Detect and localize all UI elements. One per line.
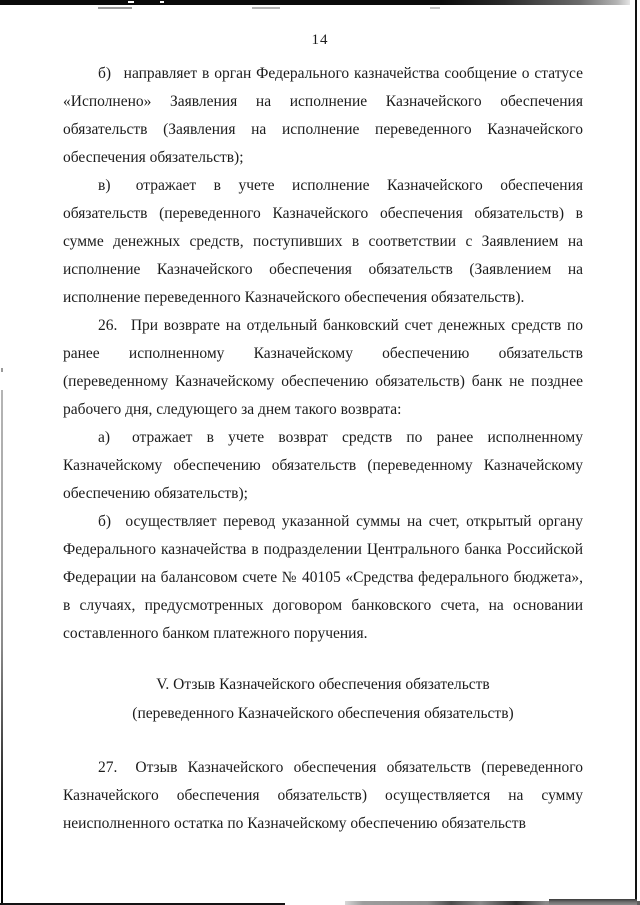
section-v-heading [63, 670, 583, 728]
paragraph-item-b: б) направляет в орган Федерального казначейства сообщение о статусе «Исполнено» Заявления на исполнение Казначейского обеспечения обязательств (Заявления на исполнение переведенного Казначейского обеспечения обязательств); [63, 65, 583, 166]
scan-artifact-right-edge [635, 0, 637, 905]
paragraph-item-b2: б) осуществляет перевод указанной суммы на счет, открытый органу Федерального казначейства в подразделении Центрального банка Российской Федерации на балансовом счете № 40105 «Средства федерального бюджета», в случаях, предусмотренных договором банковского счета, на основании составленного банком платежного поручения. [63, 513, 583, 642]
section-heading-line-2: (переведенного Казначейского обеспечения обязательств) [132, 705, 514, 722]
scan-dash [430, 7, 440, 9]
scan-dash [98, 7, 132, 9]
section-heading-line-1: V. Отзыв Казначейского обеспечения обязательств [156, 676, 490, 693]
scan-speck [128, 1, 134, 3]
scan-artifact-left-edge [1, 390, 3, 905]
paragraph-item-a: а) отражает в учете возврат средств по ранее исполненному Казначейскому обеспечению обязательств (переведенному Казначейскому обеспечению обязательств); [63, 429, 583, 502]
scan-speck [160, 1, 164, 3]
document-body [63, 60, 583, 838]
paragraph-clause-26: 26. При возврате на отдельный банковский счет денежных средств по ранее исполненному Казначейскому обеспечению обязательств (переведенному Казначейскому обеспечению обязательств) банк не позднее рабочего дня, следующего за днем такого возврата: [63, 317, 583, 418]
scan-artifact-top-bar [0, 0, 630, 5]
paragraph-item-v: в) отражает в учете исполнение Казначейского обеспечения обязательств (переведенного Казначейского обеспечения обязательств) в сумме денежных средств, поступивших в соответствии с Заявлением на исполнение Казначейского обеспечения обязательств (Заявлением на исполнение переведенного Казначейского обеспечения обязательств). [63, 177, 583, 306]
page-number: 14 [311, 32, 329, 48]
scan-dash [252, 7, 280, 9]
scan-artifact-bottom-corner [549, 899, 637, 905]
scan-speck [1, 368, 3, 372]
paragraph-clause-27: 27. Отзыв Казначейского обеспечения обязательств (переведенного Казначейского обеспечения обязательств) осуществляется на сумму неисполненного остатка по Казначейскому обеспечению обязательств [63, 759, 583, 832]
